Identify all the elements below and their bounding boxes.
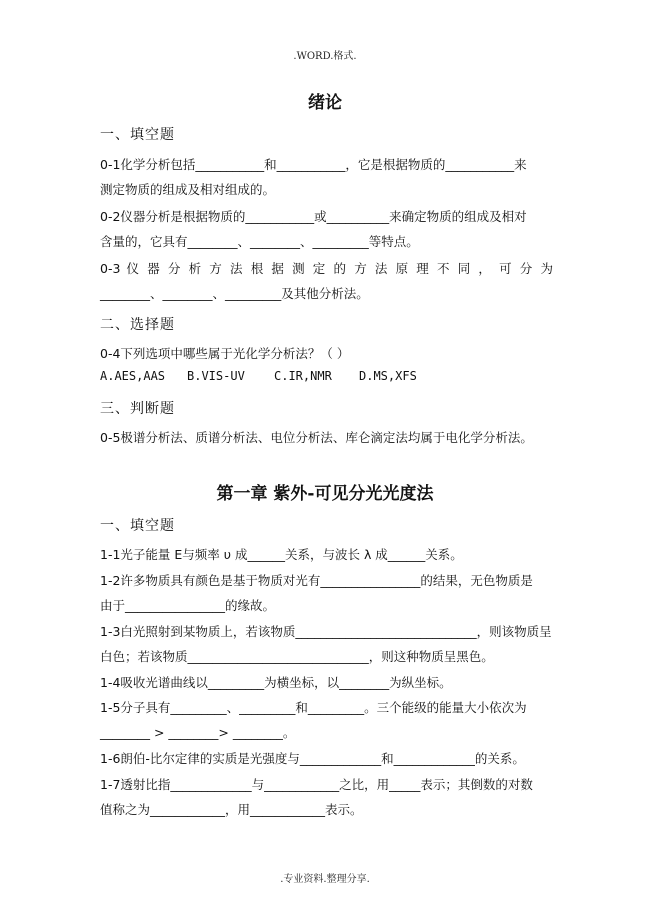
question-1-5-line1: 1-5分子具有_________、_________和_________。三个能级的能量大小依次为 (100, 700, 527, 715)
intro-section-judge: 三、判断题 (100, 401, 175, 417)
option-c: C.IR,NMR (274, 369, 332, 383)
chapter1-title: 第一章 紫外-可见分光光度法 (216, 484, 434, 504)
question-1-6: 1-6朗伯-比尔定律的实质是光强度与_____________和_____________的关系。 (100, 751, 525, 766)
question-1-7-line2: 值称之为____________，用____________表示。 (100, 802, 363, 817)
intro-section-choice: 二、选择题 (100, 317, 175, 333)
option-b: B.VIS-UV (187, 369, 245, 383)
question-0-1-line2: 测定物质的组成及相对组成的。 (100, 182, 276, 197)
question-0-3-line2: ________、________、_________及其他分析法。 (100, 286, 369, 301)
question-0-4: 0-4下列选项中哪些属于光化学分析法？（ ） (100, 346, 350, 361)
question-0-3-line1: 0-3 仪 器 分 析 方 法 根 据 测 定 的 方 法 原 理 不 同 ， 可 分 为 (100, 261, 553, 276)
intro-title: 绪论 (308, 93, 342, 113)
page-header: .WORD.格式. (293, 51, 357, 62)
question-1-3-line2: 白色；若该物质_____________________________，则这种物质呈黑色。 (100, 649, 494, 664)
question-0-1-line1: 0-1化学分析包括___________和___________，它是根据物质的___________来 (100, 157, 527, 172)
intro-section-fill-blank: 一、填空题 (100, 127, 175, 143)
question-1-7-line1: 1-7透射比指_____________与____________之比，用_____表示；其倒数的对数 (100, 777, 533, 792)
chapter1-section-fill-blank: 一、填空题 (100, 518, 175, 534)
question-1-4: 1-4吸收光谱曲线以_________为横坐标，以________为纵坐标。 (100, 675, 452, 690)
question-1-3-line1: 1-3白光照射到某物质上，若该物质_____________________________，则该物质呈 (100, 624, 552, 639)
question-1-2-line1: 1-2许多物质具有颜色是基于物质对光有________________的结果，无色物质是 (100, 573, 533, 588)
question-1-1: 1-1光子能量 E与频率 υ 成______关系，与波长 λ 成______关系。 (100, 547, 463, 562)
question-1-2-line2: 由于________________的缘故。 (100, 598, 276, 613)
option-d: D.MS,XFS (359, 369, 417, 383)
option-a: A.AES,AAS (100, 369, 166, 383)
page-footer: .专业资料.整理分享. (280, 874, 370, 885)
question-0-2-line2: 含量的，它具有________、________、_________等特点。 (100, 234, 419, 249)
question-1-5-line2: ________ > ________> ________。 (100, 725, 296, 740)
question-0-2-line1: 0-2仪器分析是根据物质的___________或__________来确定物质的组成及相对 (100, 209, 527, 224)
question-0-5: 0-5极谱分析法、质谱分析法、电位分析法、库仑滴定法均属于电化学分析法。 (100, 430, 533, 445)
